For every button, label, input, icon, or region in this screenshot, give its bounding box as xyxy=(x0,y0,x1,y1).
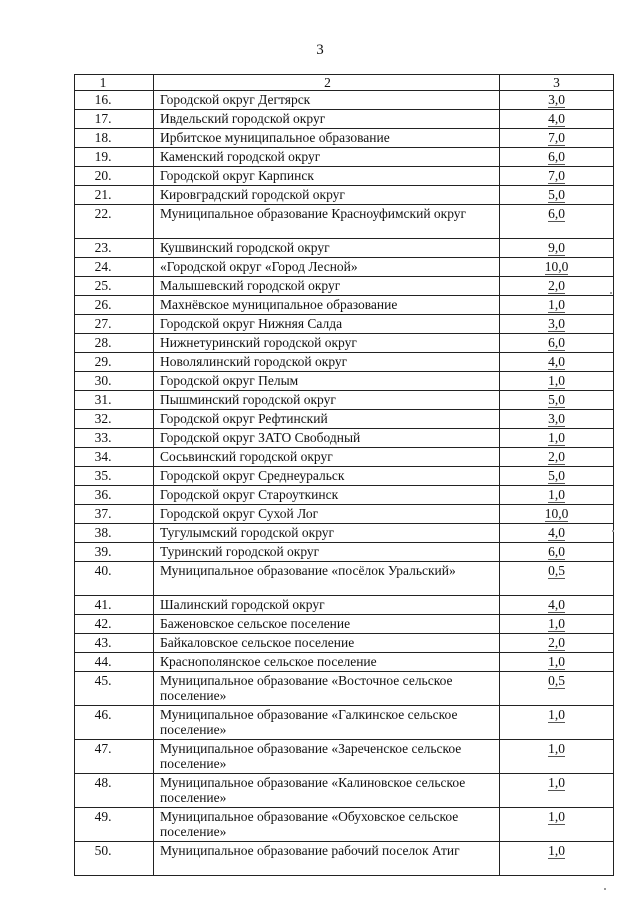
row-number: 25. xyxy=(75,277,154,296)
table-row xyxy=(75,186,614,205)
value: 6,0 xyxy=(548,206,565,221)
value-cell xyxy=(500,672,614,706)
row-number: 19. xyxy=(75,148,154,167)
table-row xyxy=(75,543,614,562)
value: 4,0 xyxy=(548,525,565,540)
municipality-name: Городской округ Сухой Лог xyxy=(154,505,500,524)
table-row xyxy=(75,596,614,615)
value: 4,0 xyxy=(548,111,565,126)
value-cell xyxy=(500,315,614,334)
value-cell xyxy=(500,277,614,296)
value-cell xyxy=(500,653,614,672)
value-cell xyxy=(500,562,614,596)
row-number: 37. xyxy=(75,505,154,524)
row-number: 31. xyxy=(75,391,154,410)
row-number: 44. xyxy=(75,653,154,672)
value: 2,0 xyxy=(548,278,565,293)
municipality-name: Тугулымский городской округ xyxy=(154,524,500,543)
municipality-name: Туринский городской округ xyxy=(154,543,500,562)
value-cell xyxy=(500,808,614,842)
row-number: 43. xyxy=(75,634,154,653)
value-cell xyxy=(500,186,614,205)
municipality-name: Городской округ Рефтинский xyxy=(154,410,500,429)
row-number: 29. xyxy=(75,353,154,372)
municipality-name: Муниципальное образование «Восточное сельское поселение» xyxy=(154,672,500,706)
row-number: 17. xyxy=(75,110,154,129)
municipality-name: Махнёвское муниципальное образование xyxy=(154,296,500,315)
value: 1,0 xyxy=(548,654,565,669)
value: 3,0 xyxy=(548,411,565,426)
row-number: 47. xyxy=(75,740,154,774)
municipality-name: Городской округ Дегтярск xyxy=(154,91,500,110)
table-row xyxy=(75,277,614,296)
municipality-name: Муниципальное образование «Галкинское сельское поселение» xyxy=(154,706,500,740)
row-number: 49. xyxy=(75,808,154,842)
value: 1,0 xyxy=(548,297,565,312)
table-row xyxy=(75,239,614,258)
value: 5,0 xyxy=(548,187,565,202)
value: 3,0 xyxy=(548,316,565,331)
value-cell xyxy=(500,148,614,167)
table-row xyxy=(75,129,614,148)
table-row xyxy=(75,467,614,486)
value-cell xyxy=(500,524,614,543)
row-number: 30. xyxy=(75,372,154,391)
municipality-name: Городской округ ЗАТО Свободный xyxy=(154,429,500,448)
municipality-name: Муниципальное образование «посёлок Уральский» xyxy=(154,562,500,596)
value-cell xyxy=(500,91,614,110)
row-number: 32. xyxy=(75,410,154,429)
value: 3,0 xyxy=(548,92,565,107)
value-cell xyxy=(500,842,614,876)
table-row xyxy=(75,410,614,429)
row-number: 33. xyxy=(75,429,154,448)
value: 6,0 xyxy=(548,149,565,164)
value-cell xyxy=(500,596,614,615)
municipality-name: Городской округ Среднеуральск xyxy=(154,467,500,486)
table-row xyxy=(75,672,614,706)
row-number: 21. xyxy=(75,186,154,205)
table-row xyxy=(75,353,614,372)
row-number: 40. xyxy=(75,562,154,596)
allocation-table xyxy=(74,74,614,876)
value: 10,0 xyxy=(544,259,569,274)
value-cell xyxy=(500,448,614,467)
scan-speck xyxy=(604,888,606,890)
table-row xyxy=(75,505,614,524)
value-cell xyxy=(500,467,614,486)
value: 1,0 xyxy=(548,430,565,445)
header-col-3: 3 xyxy=(500,75,614,91)
table-row xyxy=(75,315,614,334)
value: 4,0 xyxy=(548,597,565,612)
table-row xyxy=(75,448,614,467)
table-row xyxy=(75,167,614,186)
value-cell xyxy=(500,543,614,562)
municipality-name: Городской округ Староуткинск xyxy=(154,486,500,505)
row-number: 45. xyxy=(75,672,154,706)
row-number: 22. xyxy=(75,205,154,239)
row-number: 28. xyxy=(75,334,154,353)
value: 6,0 xyxy=(548,544,565,559)
value-cell xyxy=(500,296,614,315)
value-cell xyxy=(500,740,614,774)
scan-speck xyxy=(610,292,612,294)
value-cell xyxy=(500,258,614,277)
municipality-name: Каменский городской округ xyxy=(154,148,500,167)
table-row xyxy=(75,524,614,543)
row-number: 38. xyxy=(75,524,154,543)
table-row xyxy=(75,372,614,391)
value: 6,0 xyxy=(548,335,565,350)
municipality-name: Муниципальное образование рабочий поселок Атиг xyxy=(154,842,500,876)
value: 1,0 xyxy=(548,843,565,858)
table-row xyxy=(75,148,614,167)
value: 4,0 xyxy=(548,354,565,369)
municipality-name: Городской округ Карпинск xyxy=(154,167,500,186)
table-row xyxy=(75,842,614,876)
row-number: 27. xyxy=(75,315,154,334)
value: 9,0 xyxy=(548,240,565,255)
row-number: 46. xyxy=(75,706,154,740)
value: 0,5 xyxy=(548,673,565,688)
value-cell xyxy=(500,334,614,353)
value: 7,0 xyxy=(548,168,565,183)
value-cell xyxy=(500,110,614,129)
value-cell xyxy=(500,486,614,505)
header-col-1: 1 xyxy=(75,75,154,91)
table-row xyxy=(75,205,614,239)
table-row xyxy=(75,615,614,634)
value: 7,0 xyxy=(548,130,565,145)
value: 1,0 xyxy=(548,707,565,722)
table-row xyxy=(75,429,614,448)
municipality-name: Городской округ Нижняя Салда xyxy=(154,315,500,334)
row-number: 41. xyxy=(75,596,154,615)
value: 1,0 xyxy=(548,775,565,790)
row-number: 39. xyxy=(75,543,154,562)
page-number: 3 xyxy=(316,42,324,58)
municipality-name: Сосьвинский городской округ xyxy=(154,448,500,467)
value: 10,0 xyxy=(544,506,569,521)
municipality-name: Ивдельский городской округ xyxy=(154,110,500,129)
table-row xyxy=(75,486,614,505)
table-header-row xyxy=(75,75,614,91)
value: 1,0 xyxy=(548,487,565,502)
value-cell xyxy=(500,429,614,448)
table-row xyxy=(75,774,614,808)
value: 2,0 xyxy=(548,449,565,464)
value-cell xyxy=(500,129,614,148)
table-row xyxy=(75,562,614,596)
table-row xyxy=(75,653,614,672)
municipality-name: Пышминский городской округ xyxy=(154,391,500,410)
row-number: 34. xyxy=(75,448,154,467)
row-number: 50. xyxy=(75,842,154,876)
municipality-name: Шалинский городской округ xyxy=(154,596,500,615)
municipality-name: Кушвинский городской округ xyxy=(154,239,500,258)
municipality-name: Баженовское сельское поселение xyxy=(154,615,500,634)
municipality-name: Нижнетуринский городской округ xyxy=(154,334,500,353)
value: 2,0 xyxy=(548,635,565,650)
value: 1,0 xyxy=(548,741,565,756)
row-number: 35. xyxy=(75,467,154,486)
row-number: 23. xyxy=(75,239,154,258)
value-cell xyxy=(500,706,614,740)
row-number: 26. xyxy=(75,296,154,315)
table-row xyxy=(75,258,614,277)
municipality-name: Новолялинский городской округ xyxy=(154,353,500,372)
value-cell xyxy=(500,167,614,186)
municipality-name: Краснополянское сельское поселение xyxy=(154,653,500,672)
table-row xyxy=(75,110,614,129)
municipality-name: Муниципальное образование «Калиновское сельское поселение» xyxy=(154,774,500,808)
municipality-name: Муниципальное образование Красноуфимский округ xyxy=(154,205,500,239)
row-number: 36. xyxy=(75,486,154,505)
value: 1,0 xyxy=(548,373,565,388)
row-number: 48. xyxy=(75,774,154,808)
row-number: 20. xyxy=(75,167,154,186)
municipality-name: Муниципальное образование «Обуховское сельское поселение» xyxy=(154,808,500,842)
value: 1,0 xyxy=(548,809,565,824)
value-cell xyxy=(500,615,614,634)
value-cell xyxy=(500,353,614,372)
municipality-name: Малышевский городской округ xyxy=(154,277,500,296)
municipality-name: Городской округ Пелым xyxy=(154,372,500,391)
table-row xyxy=(75,91,614,110)
municipality-name: «Городской округ «Город Лесной» xyxy=(154,258,500,277)
value-cell xyxy=(500,205,614,239)
table-row xyxy=(75,706,614,740)
table-row xyxy=(75,808,614,842)
scan-speck xyxy=(612,530,614,532)
table-row xyxy=(75,740,614,774)
value-cell xyxy=(500,372,614,391)
value: 1,0 xyxy=(548,616,565,631)
municipality-name: Муниципальное образование «Зареченское сельское поселение» xyxy=(154,740,500,774)
value: 5,0 xyxy=(548,392,565,407)
row-number: 24. xyxy=(75,258,154,277)
value-cell xyxy=(500,505,614,524)
table-row xyxy=(75,334,614,353)
row-number: 16. xyxy=(75,91,154,110)
row-number: 18. xyxy=(75,129,154,148)
value: 0,5 xyxy=(548,563,565,578)
row-number: 42. xyxy=(75,615,154,634)
value-cell xyxy=(500,634,614,653)
value-cell xyxy=(500,774,614,808)
value: 5,0 xyxy=(548,468,565,483)
municipality-name: Ирбитское муниципальное образование xyxy=(154,129,500,148)
header-col-2: 2 xyxy=(154,75,500,91)
value-cell xyxy=(500,410,614,429)
table-body xyxy=(75,75,614,876)
table-row xyxy=(75,391,614,410)
value-cell xyxy=(500,239,614,258)
value-cell xyxy=(500,391,614,410)
table-row xyxy=(75,634,614,653)
municipality-name: Байкаловское сельское поселение xyxy=(154,634,500,653)
table-row xyxy=(75,296,614,315)
municipality-name: Кировградский городской округ xyxy=(154,186,500,205)
